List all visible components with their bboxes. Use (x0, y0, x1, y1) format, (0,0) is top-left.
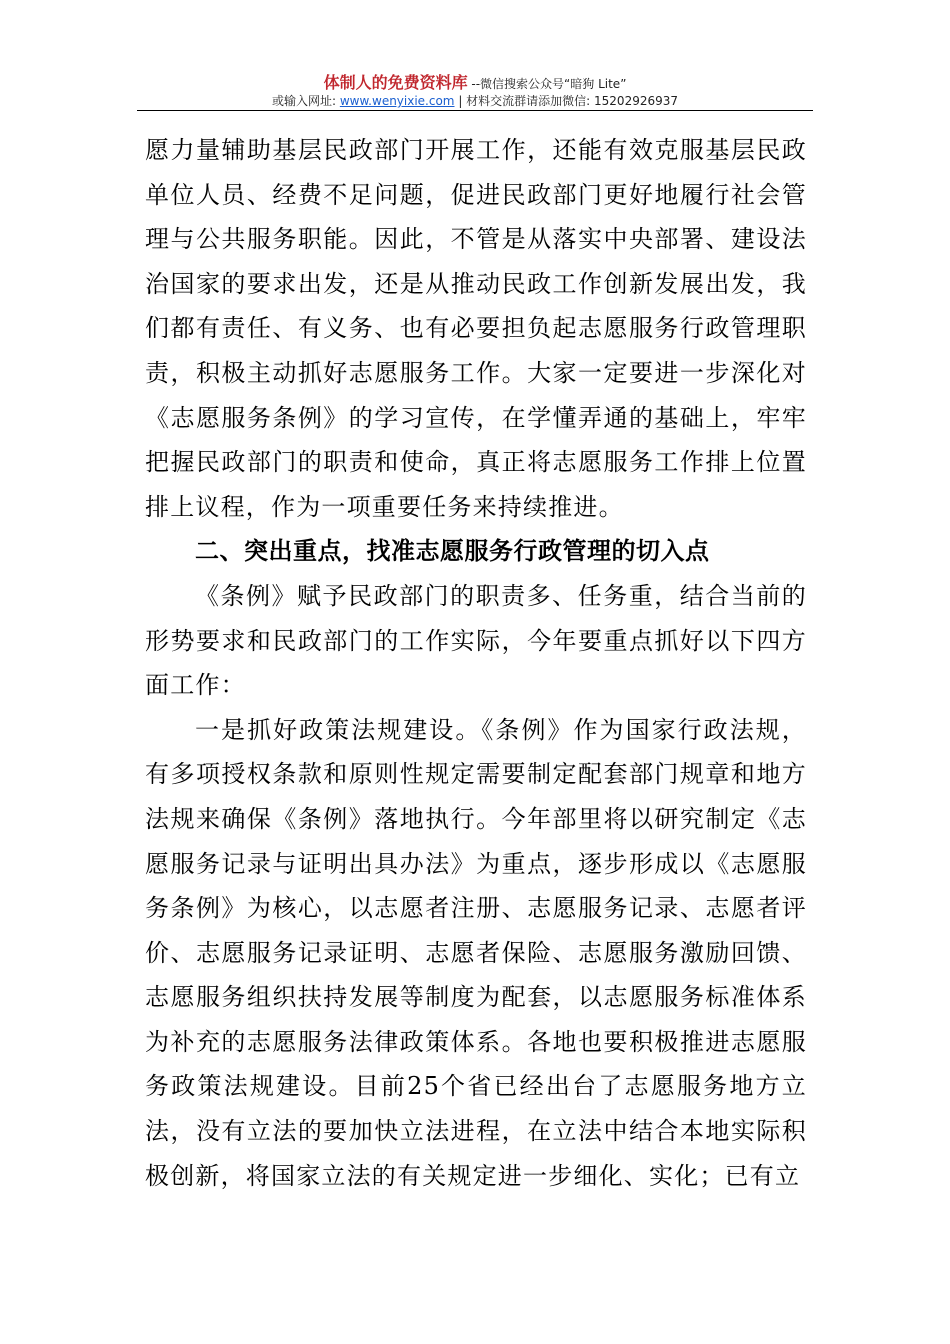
header-contact (0, 92, 950, 109)
brand-title: 体制人的免费资料库 (323, 73, 468, 92)
website-link[interactable]: www.wenyixie.com (339, 94, 455, 108)
header-tagline: --微信搜索公众号“暗狗 Lite” (467, 77, 627, 91)
header-divider (137, 110, 813, 111)
contact-suffix: | 材料交流群请添加微信: 15202926937 (454, 94, 679, 108)
header-banner (0, 70, 950, 93)
section-heading: 二、突出重点，找准志愿服务行政管理的切入点 (195, 537, 710, 566)
paragraph-1: 愿力量辅助基层民政部门开展工作，还能有效克服基层民政单位人员、经费不足问题，促进民政部门更好地履行社会管理与公共服务职能。因此，不管是从落实中央部署、建设法治国家的要求出发，还是从推动民政工作创新发展出发，我们都有责任、有义务、也有必要担负起志愿服务行政管理职责，积极主动抓好志愿服务工作。大家一定要进一步深化对《志愿服务条例》的学习宣传，在学懂弄通的基础上，牢牢把握民政部门的职责和使命，真正将志愿服务工作排上位置排上议程，作为一项重要任务来持续推进。 (145, 136, 807, 521)
document-body (145, 128, 807, 1198)
paragraph-2: 《条例》赋予民政部门的职责多、任务重，结合当前的形势要求和民政部门的工作实际，今年要重点抓好以下四方面工作： (145, 581, 807, 700)
url-prefix: 或输入网址: (271, 94, 340, 108)
paragraph-3: 一是抓好政策法规建设。《条例》作为国家行政法规，有多项授权条款和原则性规定需要制定配套部门规章和地方法规来确保《条例》落地执行。今年部里将以研究制定《志愿服务记录与证明出具办法》为重点，逐步形成以《志愿服务条例》为核心，以志愿者注册、志愿服务记录、志愿者评价、志愿服务记录证明、志愿者保险、志愿服务激励回馈、志愿服务组织扶持发展等制度为配套，以志愿服务标准体系为补充的志愿服务法律政策体系。各地也要积极推进志愿服务政策法规建设。目前25个省已经出台了志愿服务地方立法，没有立法的要加快立法进程，在立法中结合本地实际积极创新，将国家立法的有关规定进一步细化、实化；已有立 (145, 715, 807, 1190)
